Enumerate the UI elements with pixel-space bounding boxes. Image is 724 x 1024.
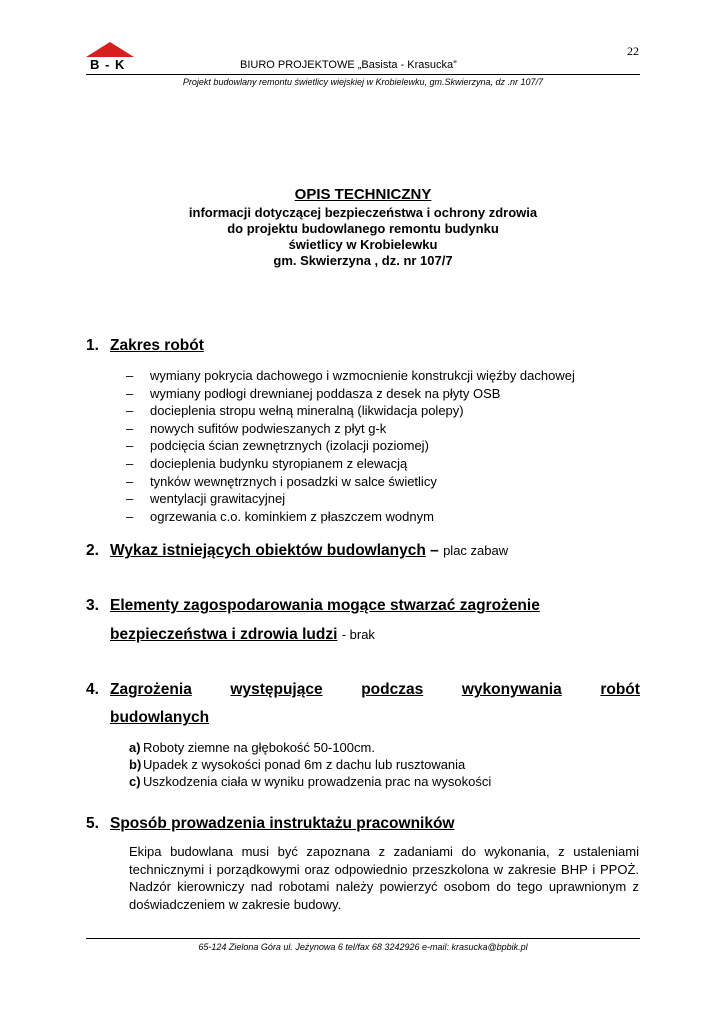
title-block xyxy=(86,186,640,269)
list-item: c) Uszkodzenia ciała w wyniku prowadzenia prac na wysokości xyxy=(129,774,492,789)
section-title: Wykaz istniejących obiektów budowlanych xyxy=(110,542,426,559)
heading-word: wykonywania xyxy=(461,681,562,698)
section-tail: - brak xyxy=(341,627,375,642)
logo-roof-icon xyxy=(86,42,134,57)
section-title-cont: bezpieczeństwa i zdrowia ludzi xyxy=(110,626,338,643)
section-title-cont: budowlanych xyxy=(110,709,210,726)
header-divider xyxy=(86,74,640,75)
section-tail: plac zabaw xyxy=(443,543,509,558)
list-item: a) Roboty ziemne na głębokość 50-100cm. xyxy=(129,740,375,755)
document-title: OPIS TECHNICZNY xyxy=(294,186,432,203)
list-item: – wymiany podłogi drewnianej poddasza z desek na płyty OSB xyxy=(126,385,501,401)
section-1-heading xyxy=(86,337,640,355)
section-5-heading xyxy=(86,815,640,833)
list-item: – docieplenia stropu wełną mineralną (likwidacja polepy) xyxy=(126,403,464,419)
subtitle-line: do projektu budowlanego remontu budynku xyxy=(227,221,499,236)
section-dash: – xyxy=(430,542,439,559)
section-title: Elementy zagospodarowania mogące stwarzać zagrożenie xyxy=(110,597,540,614)
heading-word: Zagrożenia xyxy=(110,681,192,698)
subtitle-line: gm. Skwierzyna , dz. nr 107/7 xyxy=(273,253,453,268)
section-4-heading xyxy=(86,681,640,727)
project-line: Projekt budowlany remontu świetlicy wiejskiej w Krobielewku, gm.Skwierzyna, dz .nr 107/7 xyxy=(182,77,544,87)
hazard-list xyxy=(129,739,491,790)
list-item: – tynków wewnętrznych i posadzki w salce świetlicy xyxy=(126,473,437,489)
section-number: 5. xyxy=(86,815,99,832)
footer-address: 65-124 Zielona Góra ul. Jeżynowa 6 tel/fax 68 3242926 e-mail: krasucka@bpbik.pl xyxy=(198,942,528,952)
section-title: Zakres robót xyxy=(110,337,204,354)
firm-name: BIURO PROJEKTOWE „Basista - Krasucka” xyxy=(240,59,457,71)
heading-word: robót xyxy=(600,681,640,698)
subtitle-line: informacji dotyczącej bezpieczeństwa i ochrony zdrowia xyxy=(188,205,538,220)
heading-word: występujące xyxy=(230,681,323,698)
list-item: b) Upadek z wysokości ponad 6m z dachu lub rusztowania xyxy=(129,757,466,772)
list-item: – nowych sufitów podwieszanych z płyt g-k xyxy=(126,420,387,436)
list-item: – ogrzewania c.o. kominkiem z płaszczem wodnym xyxy=(126,508,434,524)
section-number: 1. xyxy=(86,337,99,354)
footer-divider xyxy=(86,938,640,939)
heading-word: podczas xyxy=(361,681,424,698)
section-3-heading xyxy=(86,597,640,644)
training-paragraph: Ekipa budowlana musi być zapoznana z zadaniami do wykonania, z ustaleniami technicznymi i porządkowymi oraz odpowiednio przeszkolona w zakresie BHP i PPOŻ. Nadzór kierowniczy nad robotami należy powierzyć osobom do tego uprawnionym z doświadczeniem w zakresie budowy. xyxy=(129,844,639,912)
section-title: Sposób prowadzenia instruktażu pracowników xyxy=(110,815,455,832)
section-number: 4. xyxy=(86,681,99,698)
section-number: 2. xyxy=(86,542,99,559)
list-item: – wymiany pokrycia dachowego i wzmocnienie konstrukcji więźby dachowej xyxy=(126,368,575,383)
page-number: 22 xyxy=(627,44,639,58)
section-number: 3. xyxy=(86,597,99,614)
list-item: – wentylacji grawitacyjnej xyxy=(126,491,286,507)
subtitle-line: świetlicy w Krobielewku xyxy=(288,237,438,252)
scope-list xyxy=(126,367,646,525)
section-2-heading xyxy=(86,542,640,560)
list-item: – podcięcia ścian zewnętrznych (izolacji poziomej) xyxy=(126,438,429,454)
logo-text: B - K xyxy=(90,57,126,72)
list-item: – docieplenia budynku styropianem z elewacją xyxy=(126,455,408,471)
